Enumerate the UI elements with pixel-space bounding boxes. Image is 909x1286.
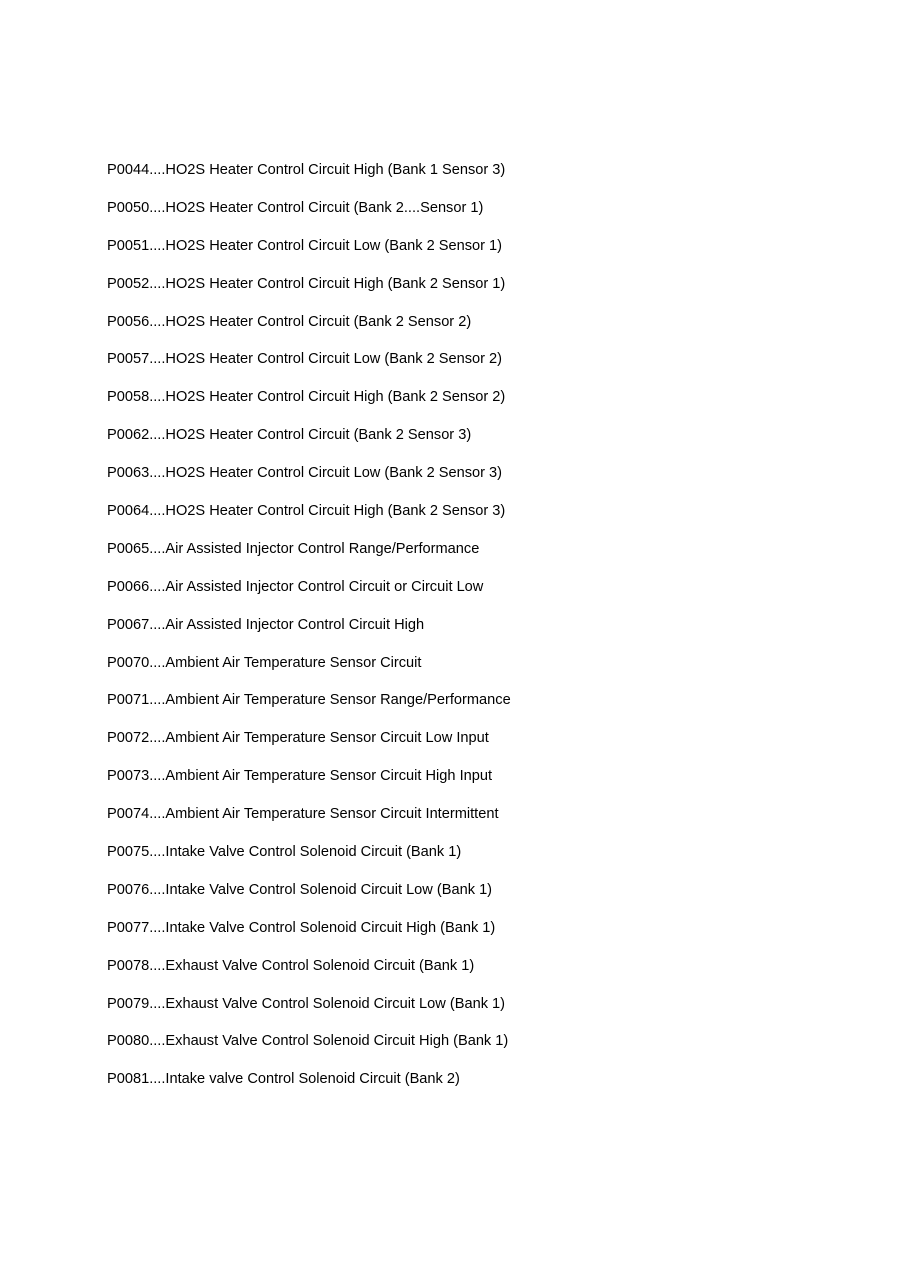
- list-item: P0075....Intake Valve Control Solenoid Circuit (Bank 1): [107, 844, 462, 861]
- list-item: P0051....HO2S Heater Control Circuit Low (Bank 2 Sensor 1): [107, 237, 503, 254]
- list-item: P0080....Exhaust Valve Control Solenoid Circuit High (Bank 1): [107, 1033, 509, 1050]
- list-item: P0077....Intake Valve Control Solenoid Circuit High (Bank 1): [107, 919, 496, 936]
- list-item: P0044....HO2S Heater Control Circuit High (Bank 1 Sensor 3): [107, 162, 506, 178]
- list-item: P0050....HO2S Heater Control Circuit (Bank 2....Sensor 1): [107, 199, 484, 216]
- list-item: P0076....Intake Valve Control Solenoid Circuit Low (Bank 1): [107, 881, 493, 898]
- list-item: P0062....HO2S Heater Control Circuit (Bank 2 Sensor 3): [107, 427, 472, 444]
- list-item: P0072....Ambient Air Temperature Sensor Circuit Low Input: [107, 730, 489, 747]
- list-item: P0070....Ambient Air Temperature Sensor Circuit: [107, 654, 422, 671]
- list-item: P0073....Ambient Air Temperature Sensor Circuit High Input: [107, 768, 493, 785]
- list-item: P0052....HO2S Heater Control Circuit High (Bank 2 Sensor 1): [107, 275, 506, 292]
- list-item: P0066....Air Assisted Injector Control Circuit or Circuit Low: [107, 578, 484, 595]
- list-item: P0078....Exhaust Valve Control Solenoid Circuit (Bank 1): [107, 957, 475, 974]
- list-item: P0058....HO2S Heater Control Circuit High (Bank 2 Sensor 2): [107, 389, 506, 406]
- list-item: P0057....HO2S Heater Control Circuit Low (Bank 2 Sensor 2): [107, 351, 503, 368]
- list-item: P0074....Ambient Air Temperature Sensor Circuit Intermittent: [107, 806, 499, 823]
- list-item: P0067....Air Assisted Injector Control Circuit High: [107, 616, 425, 633]
- list-item: P0081....Intake valve Control Solenoid Circuit (Bank 2): [107, 1071, 460, 1088]
- trouble-code-list: [107, 159, 511, 1106]
- list-item: P0064....HO2S Heater Control Circuit High (Bank 2 Sensor 3): [107, 503, 506, 520]
- list-item: P0065....Air Assisted Injector Control Range/Performance: [107, 540, 480, 557]
- list-item: P0056....HO2S Heater Control Circuit (Bank 2 Sensor 2): [107, 313, 472, 330]
- list-item: P0063....HO2S Heater Control Circuit Low (Bank 2 Sensor 3): [107, 465, 503, 482]
- list-item: P0071....Ambient Air Temperature Sensor Range/Performance: [107, 692, 511, 709]
- list-item: P0079....Exhaust Valve Control Solenoid Circuit Low (Bank 1): [107, 995, 506, 1012]
